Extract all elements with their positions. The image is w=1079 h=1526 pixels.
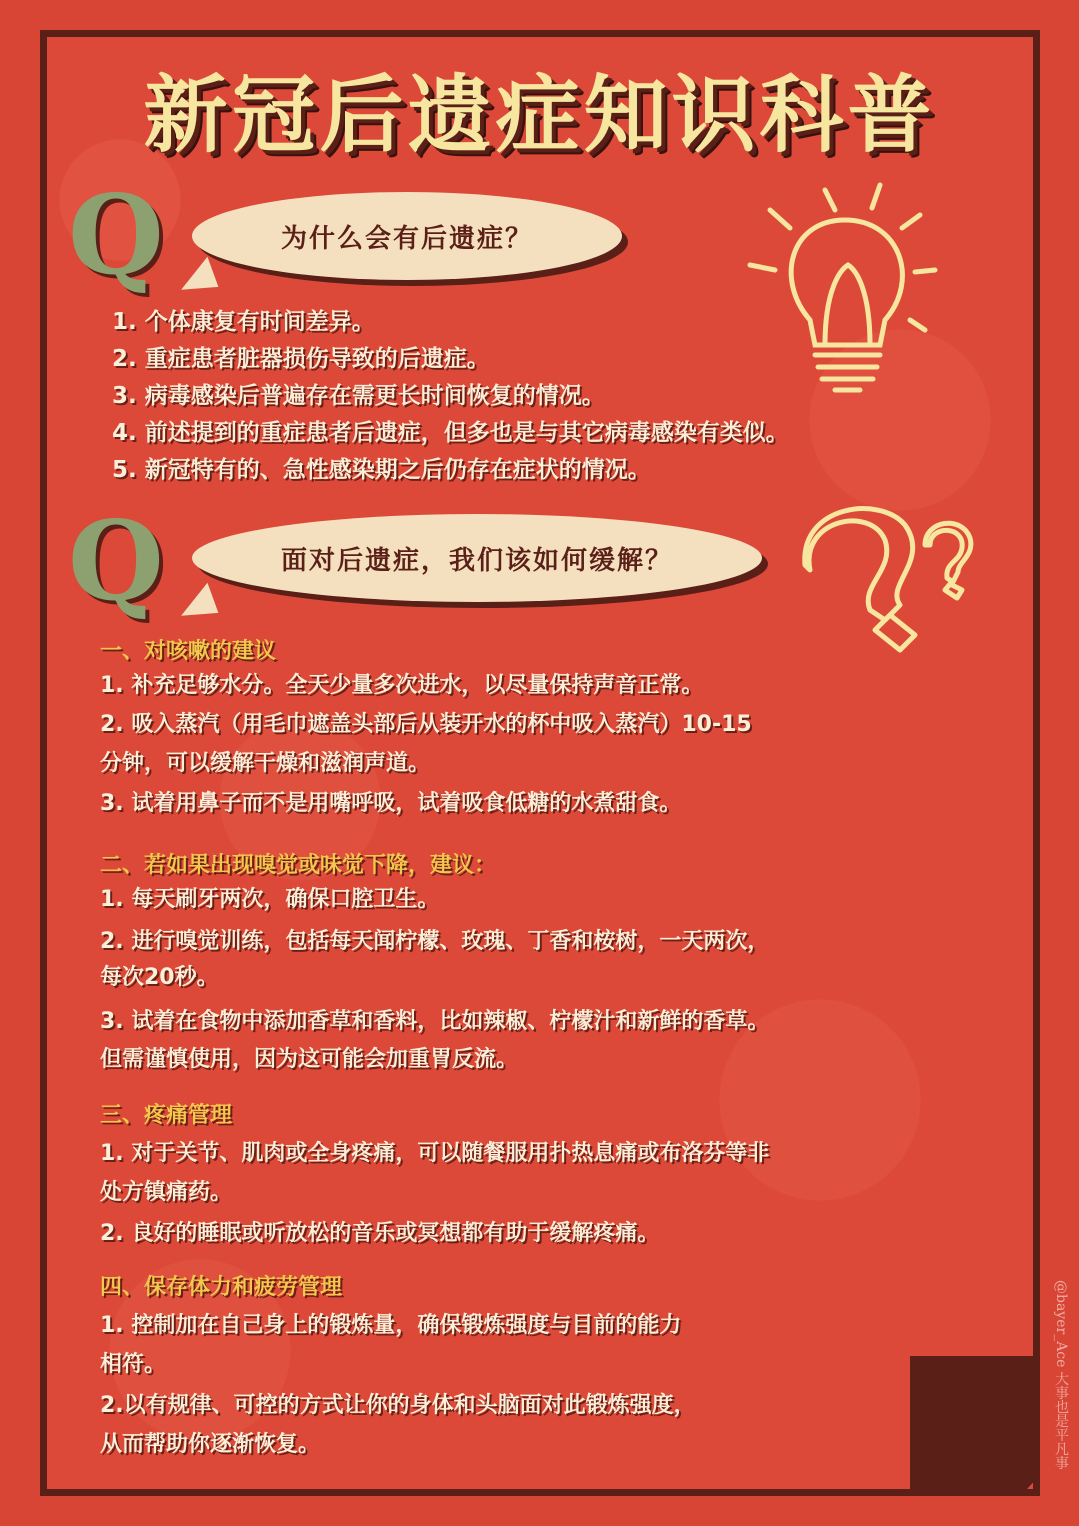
q1-badge: Q xyxy=(68,170,164,299)
section-line: 处方镇痛药。 xyxy=(100,1180,233,1205)
q2-badge: Q xyxy=(68,496,164,625)
section-heading: 四、保存体力和疲劳管理 xyxy=(100,1275,343,1300)
section-heading: 二、若如果出现嗅觉或味觉下降，建议： xyxy=(100,853,497,878)
question-mark-icon xyxy=(790,500,980,670)
page-corner-fold xyxy=(910,1356,1040,1496)
watermark-signature: @bayer_Ace 大事也是平凡事 xyxy=(1053,1280,1069,1470)
q1-answer-list xyxy=(112,304,789,489)
section-line: 2.以有规律、可控的方式让你的身体和头脑面对此锻炼强度， xyxy=(100,1393,696,1418)
section-line: 但需谨慎使用，因为这可能会加重胃反流。 xyxy=(100,1047,519,1072)
section-line: 1. 对于关节、肌肉或全身疼痛，可以随餐服用扑热息痛或布洛芬等非 xyxy=(100,1141,770,1166)
section-line: 3. 试着用鼻子而不是用嘴呼吸，试着吸食低糖的水煮甜食。 xyxy=(100,791,682,816)
section-line: 从而帮助你逐渐恢复。 xyxy=(100,1432,321,1457)
q2-question-bubble: 面对后遗症，我们该如何缓解？ xyxy=(192,514,762,602)
section-line: 1. 每天刷牙两次，确保口腔卫生。 xyxy=(100,887,440,912)
q1-question-bubble: 为什么会有后遗症？ xyxy=(192,192,622,280)
list-item: 3. 病毒感染后普遍存在需更长时间恢复的情况。 xyxy=(112,383,605,409)
section-line: 2. 进行嗅觉训练，包括每天闻柠檬、玫瑰、丁香和桉树，一天两次， xyxy=(100,929,770,954)
section-line: 相符。 xyxy=(100,1352,167,1377)
section-line: 3. 试着在食物中添加香草和香料，比如辣椒、柠檬汁和新鲜的香草。 xyxy=(100,1009,770,1034)
section-line: 1. 补充足够水分。全天少量多次进水，以尽量保持声音正常。 xyxy=(100,673,704,698)
list-item: 1. 个体康复有时间差异。 xyxy=(112,309,375,335)
list-item: 4. 前述提到的重症患者后遗症，但多也是与其它病毒感染有类似。 xyxy=(112,420,789,446)
section-line: 1. 控制加在自己身上的锻炼量，确保锻炼强度与目前的能力 xyxy=(100,1313,682,1338)
list-item: 5. 新冠特有的、急性感染期之后仍存在症状的情况。 xyxy=(112,457,651,483)
section-heading: 一、对咳嗽的建议 xyxy=(100,639,277,664)
section-heading: 三、疼痛管理 xyxy=(100,1103,233,1128)
page-title: 新冠后遗症知识科普 xyxy=(143,66,936,164)
section-line: 2. 良好的睡眠或听放松的音乐或冥想都有助于缓解疼痛。 xyxy=(100,1221,660,1246)
section-line: 2. 吸入蒸汽（用毛巾遮盖头部后从装开水的杯中吸入蒸汽）10-15 xyxy=(100,712,752,737)
list-item: 2. 重症患者脏器损伤导致的后遗症。 xyxy=(112,346,490,372)
section-line: 每次20秒。 xyxy=(100,965,219,990)
section-line: 分钟，可以缓解干燥和滋润声道。 xyxy=(100,751,431,776)
